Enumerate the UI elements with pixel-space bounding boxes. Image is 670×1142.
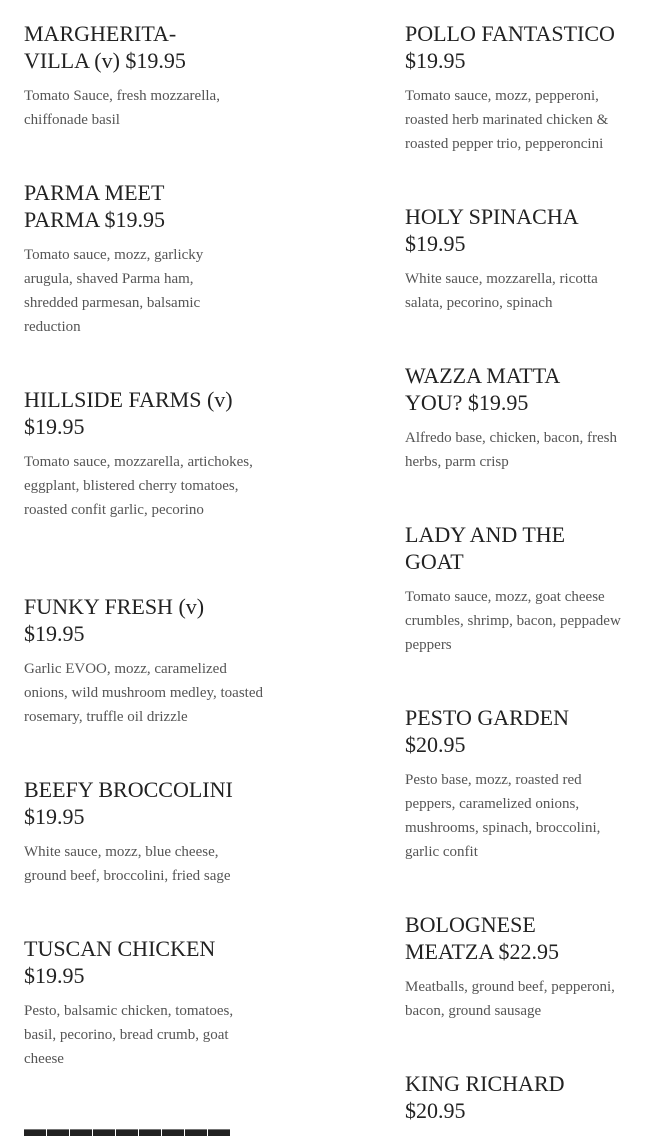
menu-item-description: Garlic EVOO, mozz, caramelized onions, wild mushroom medley, toasted rosemary, truffle oil drizzle	[24, 661, 264, 725]
menu-item-margherita-villa	[24, 20, 284, 132]
menu-item-title: BEEFY BROCCOLINI $19.95	[24, 777, 233, 829]
menu-item-description: Alfredo base, chicken, bacon, fresh herbs, parm crisp	[405, 430, 617, 470]
menu-item-lady-and-the-goat	[405, 521, 655, 657]
menu-item-tuscan-chicken	[24, 935, 284, 1071]
cut-off-menu-item-title	[24, 1115, 264, 1141]
menu-item-description: Meatballs, ground beef, pepperoni, bacon, ground sausage	[405, 979, 615, 1019]
menu-item-title: KING RICHARD $20.95	[405, 1071, 565, 1123]
menu-item-title: PARMA MEET PARMA $19.95	[24, 180, 166, 232]
menu-item-title: POLLO FANTASTICO $19.95	[405, 21, 615, 73]
menu-item-bolognese-meatza	[405, 911, 655, 1023]
menu-item-funky-fresh	[24, 593, 284, 729]
menu-item-description: Pesto base, mozz, roasted red peppers, caramelized onions, mushrooms, spinach, broccolini, garlic confit	[405, 772, 601, 860]
cut-off-text-fragment: ▬▬▬▬▬▬▬▬▬	[24, 1116, 231, 1141]
menu-item-description: Pesto, balsamic chicken, tomatoes, basil, pecorino, bread crumb, goat cheese	[24, 1003, 234, 1067]
menu-item-description: White sauce, mozzarella, ricotta salata, pecorino, spinach	[405, 271, 598, 311]
menu-item-title: WAZZA MATTA YOU? $19.95	[405, 363, 560, 415]
menu-item-title: HOLY SPINACHA $19.95	[405, 204, 578, 256]
menu-item-description: Tomato sauce, mozzarella, artichokes, eggplant, blistered cherry tomatoes, roasted confit garlic, pecorino	[24, 454, 253, 518]
menu-item-title: TUSCAN CHICKEN $19.95	[24, 936, 216, 988]
menu-item-title: PESTO GARDEN $20.95	[405, 705, 570, 757]
menu-item-parma-meet-parma	[24, 179, 284, 339]
menu-item-description: Tomato sauce, mozz, goat cheese crumbles, shrimp, bacon, peppadew peppers	[405, 589, 621, 653]
menu-item-description: White sauce, mozz, blue cheese, ground beef, broccolini, fried sage	[24, 844, 231, 884]
menu-item-title: MARGHERITA-VILLA (v) $19.95	[24, 21, 186, 73]
menu-item-pesto-garden	[405, 704, 655, 864]
menu-item-king-richard	[405, 1070, 655, 1124]
menu-item-description: Tomato sauce, mozz, pepperoni, roasted herb marinated chicken & roasted pepper trio, pepperoncini	[405, 88, 609, 152]
menu-item-title: LADY AND THE GOAT	[405, 522, 566, 574]
menu-item-title: HILLSIDE FARMS (v) $19.95	[24, 387, 233, 439]
menu-item-wazza-matta-you	[405, 362, 655, 474]
menu-item-title: FUNKY FRESH (v) $19.95	[24, 594, 205, 646]
menu-item-beefy-broccolini	[24, 776, 284, 888]
menu-item-description: Tomato Sauce, fresh mozzarella, chiffonade basil	[24, 88, 220, 128]
menu-item-title: BOLOGNESE MEATZA $22.95	[405, 912, 559, 964]
menu-item-holy-spinacha	[405, 203, 655, 315]
menu-item-hillside-farms	[24, 386, 284, 522]
menu-item-description: Tomato sauce, mozz, garlicky arugula, shaved Parma ham, shredded parmesan, balsamic reduction	[24, 247, 204, 335]
menu-item-pollo-fantastico	[405, 20, 655, 156]
